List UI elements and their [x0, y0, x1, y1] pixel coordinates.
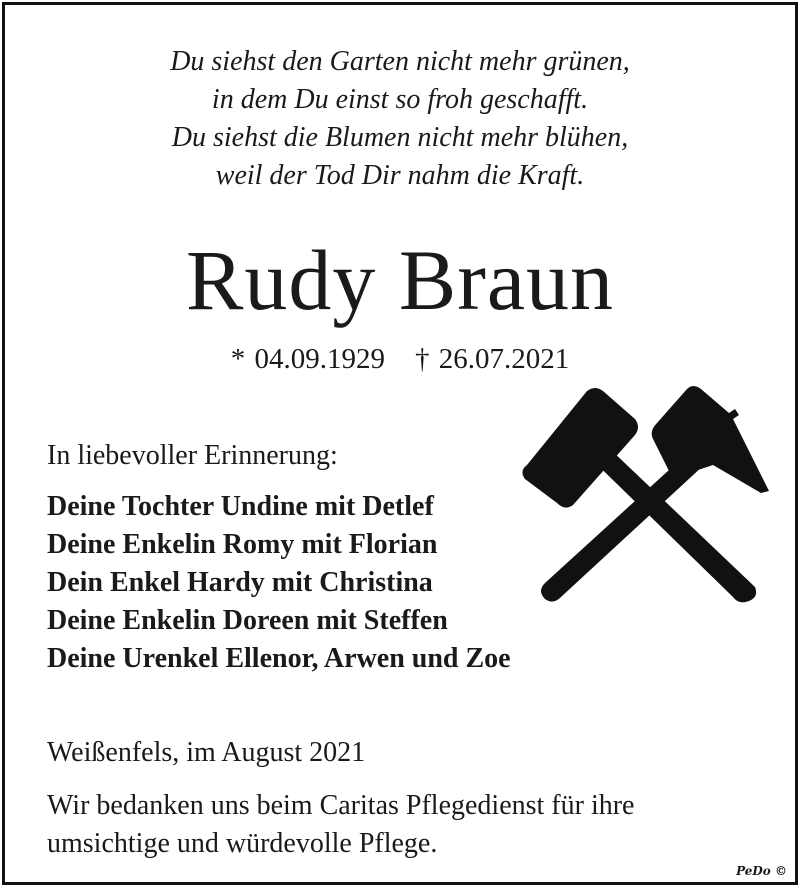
- credit-mark: PeDo ©: [736, 864, 787, 878]
- birth-date: * 04.09.1929: [230, 343, 385, 375]
- poem-line: weil der Tod Dir nahm die Kraft.: [215, 160, 585, 191]
- place-and-date: Weißenfels, im August 2021: [47, 737, 366, 768]
- poem-line: Du siehst den Garten nicht mehr grünen,: [170, 46, 630, 77]
- poem-line: Du siehst die Blumen nicht mehr blühen,: [171, 122, 629, 153]
- deceased-name: Rudy Braun: [185, 232, 615, 328]
- hammer-and-pick-icon: [517, 383, 772, 608]
- death-date: † 26.07.2021: [415, 343, 570, 375]
- intro-text: In liebevoller Erinnerung:: [47, 440, 338, 471]
- obituary-frame: [2, 2, 798, 885]
- family-list: [47, 488, 511, 678]
- family-member: Deine Enkelin Doreen mit Steffen: [47, 605, 448, 636]
- life-dates: [5, 340, 795, 378]
- thanks-text: Wir bedanken uns beim Caritas Pflegedienst für ihre umsichtige und würdevolle Pflege.: [47, 790, 635, 859]
- poem: [5, 43, 795, 195]
- family-member: Deine Enkelin Romy mit Florian: [47, 529, 438, 560]
- family-member: Deine Tochter Undine mit Detlef: [47, 491, 434, 522]
- family-member: Deine Urenkel Ellenor, Arwen und Zoe: [47, 643, 511, 674]
- poem-line: in dem Du einst so froh geschafft.: [211, 84, 589, 115]
- family-member: Dein Enkel Hardy mit Christina: [47, 567, 433, 598]
